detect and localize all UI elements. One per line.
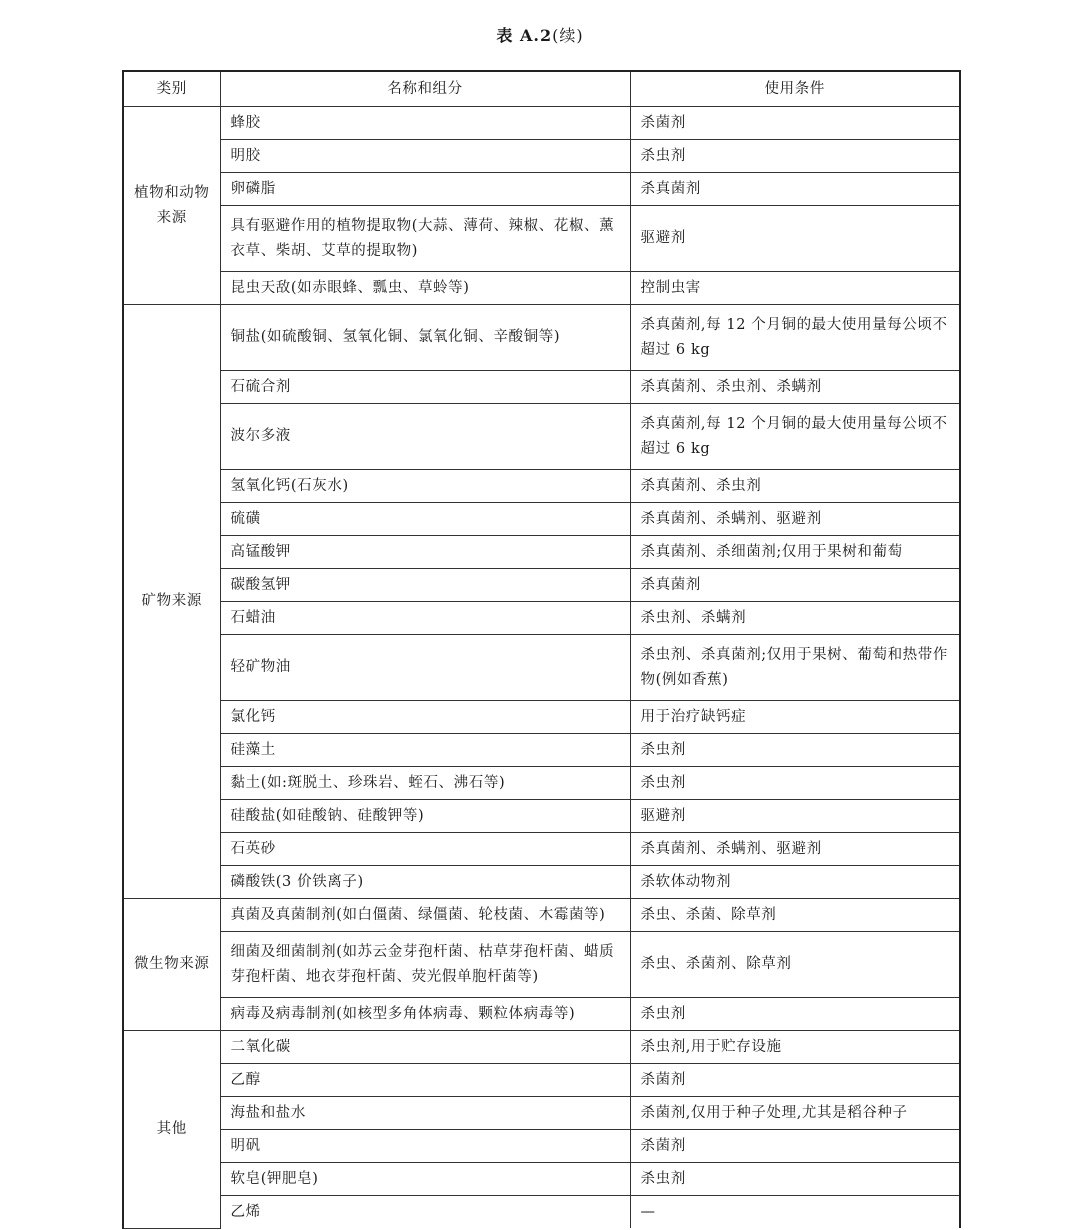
condition-cell: 杀真菌剂、杀螨剂、驱避剂: [630, 503, 960, 536]
table-row: [123, 206, 960, 272]
name-cell: 乙烯: [220, 1196, 630, 1229]
condition-cell: 杀真菌剂,每 12 个月铜的最大使用量每公顷不超过 6 kg: [630, 404, 960, 470]
condition-cell: 杀虫剂、杀真菌剂;仅用于果树、葡萄和热带作物(例如香蕉): [630, 635, 960, 701]
condition-cell: 杀菌剂: [630, 1064, 960, 1097]
name-cell: 明矾: [220, 1130, 630, 1163]
table-row: [123, 1130, 960, 1163]
table-row: [123, 371, 960, 404]
table-row: [123, 800, 960, 833]
name-cell: 真菌及真菌制剂(如白僵菌、绿僵菌、轮枝菌、木霉菌等): [220, 899, 630, 932]
condition-cell: 杀菌剂: [630, 107, 960, 140]
condition-cell: 杀虫剂: [630, 140, 960, 173]
table-header-row: [123, 71, 960, 107]
table-row: [123, 866, 960, 899]
name-cell: 硫磺: [220, 503, 630, 536]
condition-cell: 驱避剂: [630, 206, 960, 272]
name-cell: 细菌及细菌制剂(如苏云金芽孢杆菌、枯草芽孢杆菌、蜡质芽孢杆菌、地衣芽孢杆菌、荧光假单胞杆菌等): [220, 932, 630, 998]
name-cell: 病毒及病毒制剂(如核型多角体病毒、颗粒体病毒等): [220, 998, 630, 1031]
condition-cell: 杀菌剂: [630, 1130, 960, 1163]
name-cell: 硅藻土: [220, 734, 630, 767]
condition-cell: 用于治疗缺钙症: [630, 701, 960, 734]
name-cell: 轻矿物油: [220, 635, 630, 701]
table-row: [123, 140, 960, 173]
table-row: [123, 1064, 960, 1097]
name-cell: 硅酸盐(如硅酸钠、硅酸钾等): [220, 800, 630, 833]
name-cell: 碳酸氢钾: [220, 569, 630, 602]
condition-cell: 杀虫剂: [630, 998, 960, 1031]
name-cell: 氢氧化钙(石灰水): [220, 470, 630, 503]
table-row: [123, 1163, 960, 1196]
condition-cell: 杀虫剂: [630, 767, 960, 800]
table-row: [123, 1097, 960, 1130]
name-cell: 石硫合剂: [220, 371, 630, 404]
table-row: [123, 272, 960, 305]
category-cell: 其他: [123, 1031, 220, 1229]
table-row: [123, 1031, 960, 1064]
name-cell: 二氧化碳: [220, 1031, 630, 1064]
category-cell: 微生物来源: [123, 899, 220, 1031]
name-cell: 明胶: [220, 140, 630, 173]
table-row: [123, 833, 960, 866]
condition-cell: 杀虫剂,用于贮存设施: [630, 1031, 960, 1064]
condition-cell: 杀虫剂: [630, 1163, 960, 1196]
condition-cell: 杀真菌剂: [630, 569, 960, 602]
name-cell: 高锰酸钾: [220, 536, 630, 569]
header-category: 类别: [123, 71, 220, 107]
table-row: [123, 569, 960, 602]
table-row: [123, 635, 960, 701]
condition-cell: 杀真菌剂、杀细菌剂;仅用于果树和葡萄: [630, 536, 960, 569]
table-row: [123, 305, 960, 371]
name-cell: 磷酸铁(3 价铁离子): [220, 866, 630, 899]
name-cell: 蜂胶: [220, 107, 630, 140]
table-row: [123, 107, 960, 140]
name-cell: 乙醇: [220, 1064, 630, 1097]
condition-cell: —: [630, 1196, 960, 1229]
table-row: [123, 1196, 960, 1229]
condition-cell: 杀虫剂: [630, 734, 960, 767]
name-cell: 黏土(如:斑脱土、珍珠岩、蛭石、沸石等): [220, 767, 630, 800]
name-cell: 石蜡油: [220, 602, 630, 635]
table-row: [123, 404, 960, 470]
header-name: 名称和组分: [220, 71, 630, 107]
category-cell: 矿物来源: [123, 305, 220, 899]
condition-cell: 杀软体动物剂: [630, 866, 960, 899]
table-row: [123, 734, 960, 767]
name-cell: 石英砂: [220, 833, 630, 866]
header-condition: 使用条件: [630, 71, 960, 107]
table-row: [123, 602, 960, 635]
condition-cell: 杀真菌剂、杀虫剂: [630, 470, 960, 503]
name-cell: 昆虫天敌(如赤眼蜂、瓢虫、草蛉等): [220, 272, 630, 305]
condition-cell: 驱避剂: [630, 800, 960, 833]
table-row: [123, 932, 960, 998]
table-row: [123, 701, 960, 734]
table-row: [123, 470, 960, 503]
name-cell: 海盐和盐水: [220, 1097, 630, 1130]
category-cell: 植物和动物来源: [123, 107, 220, 305]
condition-cell: 杀真菌剂: [630, 173, 960, 206]
table-caption-suffix: (续): [552, 26, 584, 45]
table-caption: [0, 23, 1080, 46]
name-cell: 铜盐(如硫酸铜、氢氧化铜、氯氧化铜、辛酸铜等): [220, 305, 630, 371]
table-row: [123, 173, 960, 206]
condition-cell: 控制虫害: [630, 272, 960, 305]
name-cell: 卵磷脂: [220, 173, 630, 206]
substances-table: [122, 70, 961, 1229]
name-cell: 波尔多液: [220, 404, 630, 470]
condition-cell: 杀虫、杀菌、除草剂: [630, 899, 960, 932]
condition-cell: 杀真菌剂、杀虫剂、杀螨剂: [630, 371, 960, 404]
condition-cell: 杀菌剂,仅用于种子处理,尤其是稻谷种子: [630, 1097, 960, 1130]
table-row: [123, 899, 960, 932]
table-caption-number: 表 A.2: [496, 26, 553, 45]
name-cell: 具有驱避作用的植物提取物(大蒜、薄荷、辣椒、花椒、薰衣草、柴胡、艾草的提取物): [220, 206, 630, 272]
condition-cell: 杀真菌剂,每 12 个月铜的最大使用量每公顷不超过 6 kg: [630, 305, 960, 371]
table-row: [123, 503, 960, 536]
condition-cell: 杀虫、杀菌剂、除草剂: [630, 932, 960, 998]
name-cell: 氯化钙: [220, 701, 630, 734]
table-row: [123, 536, 960, 569]
table-row: [123, 998, 960, 1031]
name-cell: 软皂(钾肥皂): [220, 1163, 630, 1196]
table-row: [123, 767, 960, 800]
condition-cell: 杀真菌剂、杀螨剂、驱避剂: [630, 833, 960, 866]
condition-cell: 杀虫剂、杀螨剂: [630, 602, 960, 635]
